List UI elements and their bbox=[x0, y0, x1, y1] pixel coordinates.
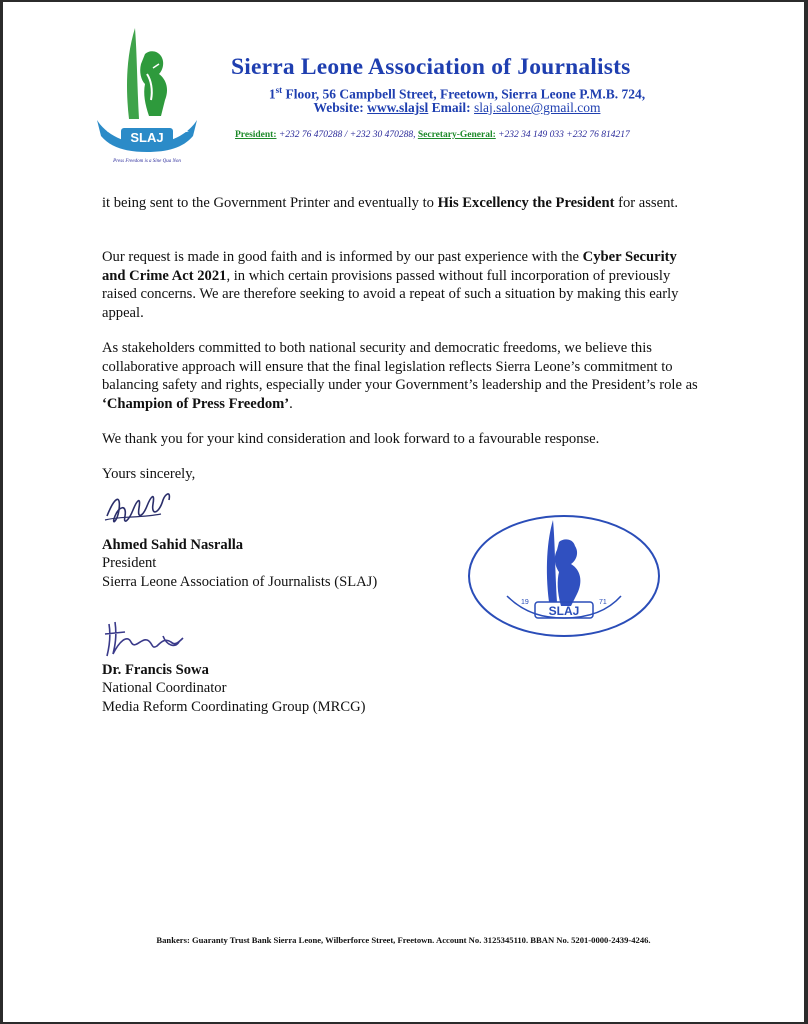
email-link[interactable]: slaj.salone@gmail.com bbox=[474, 100, 601, 115]
president-label: President: bbox=[235, 130, 277, 140]
website-link[interactable]: www.slajsl bbox=[367, 100, 429, 115]
officers-contacts bbox=[235, 130, 705, 140]
letter-page bbox=[3, 2, 804, 1022]
contact-line bbox=[247, 99, 667, 116]
paragraph-4: We thank you for your kind consideration and look forward to a favourable response. bbox=[102, 431, 600, 447]
closing: Yours sincerely, bbox=[102, 466, 196, 482]
stamp-text: SLAJ bbox=[548, 604, 580, 618]
signatory-2-name: Dr. Francis Sowa bbox=[102, 662, 209, 678]
secretary-general-label: Secretary-General: bbox=[417, 130, 496, 140]
signatory-1-name: Ahmed Sahid Nasralla bbox=[102, 537, 244, 553]
signature-1 bbox=[101, 486, 181, 534]
website-label: Website: bbox=[313, 100, 364, 115]
signatory-1-title: President bbox=[102, 555, 157, 572]
address-line: 1st Floor, 56 Campbell Street, Freetown, Sierra Leone P.M.B. 724, bbox=[268, 85, 646, 102]
signatory-2-title: National Coordinator bbox=[102, 680, 227, 697]
logo-text: SLAJ bbox=[130, 130, 164, 145]
president-phones: +232 76 470288 / +232 30 470288, bbox=[276, 130, 418, 140]
slaj-logo bbox=[87, 24, 207, 164]
signature-2 bbox=[101, 612, 197, 662]
paragraph-1: it being sent to the Government Printer and eventually to His Excellency the President for assent. bbox=[102, 195, 679, 211]
signatory-1-org: Sierra Leone Association of Journalists (SLAJ) bbox=[102, 573, 378, 590]
paragraph-3: As stakeholders committed to both national security and democratic freedoms, we believe this collaborative approach will ensure that the final legislation reflects Sierra Leone’s commitment to balancing safety and rights, especially under your Government’s leadership and the President’s role as ‘Champion of Press Freedom’. bbox=[102, 340, 698, 412]
logo-year-left: 19 bbox=[107, 127, 115, 134]
signatory-2-org: Media Reform Coordinating Group (MRCG) bbox=[102, 698, 366, 715]
signatory-1 bbox=[102, 536, 377, 591]
stamp-year-right: 71 bbox=[599, 599, 607, 606]
slaj-stamp bbox=[465, 510, 663, 642]
email-label: Email: bbox=[431, 100, 471, 115]
stamp-year-left: 19 bbox=[521, 599, 529, 606]
secretary-general-phones: +232 34 149 033 +232 76 814217 bbox=[495, 130, 630, 140]
logo-motto: Press Freedom is a Sine Qua Non bbox=[113, 159, 181, 164]
organization-name: Sierra Leone Association of Journalists bbox=[231, 54, 631, 80]
bank-details-footer: Bankers: Guaranty Trust Bank Sierra Leone, Wilberforce Street, Freetown. Account No. 3125345110. BBAN No. 5201-0000-2439-4246. bbox=[156, 935, 651, 945]
paragraph-2: Our request is made in good faith and is informed by our past experience with the Cyber Security and Crime Act 2021, in which certain provisions passed without full incorporation of previously raised concerns. We are therefore seeking to avoid a repeat of such a situation by making this early appeal. bbox=[102, 249, 679, 321]
signatory-2 bbox=[102, 661, 365, 716]
logo-year-right: 71 bbox=[181, 127, 189, 134]
